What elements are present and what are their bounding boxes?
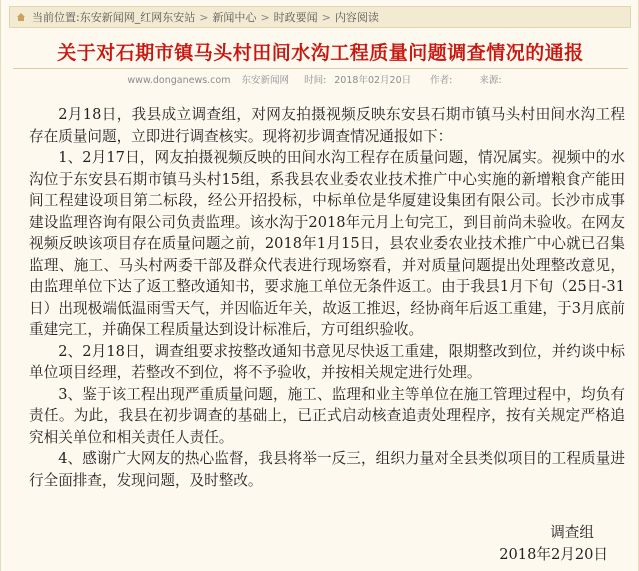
meta-site: www.donganews.com [127, 75, 231, 86]
paragraph-point-4: 4、感谢广大网友的热心监督，我县将举一反三，组织力量对全县类似项目的工程质量进行全面排查，发现问题，及时整改。 [29, 450, 625, 489]
breadcrumb-separator: > [260, 10, 270, 24]
meta-origin-label: 来源: [479, 75, 502, 86]
paragraph-point-2: 2、2月18日，调查组要求按整改通知书意见尽快返工重建，限期整改到位，并约谈中标单位项目经理，若整改不到位，将不予验收，并按相关规定进行处理。 [29, 342, 625, 381]
title-divider [13, 68, 628, 69]
breadcrumb-item-news-center[interactable]: 新闻中心 [212, 11, 257, 24]
article-body [29, 104, 625, 491]
meta-time: 2018年02月20日 [334, 75, 412, 86]
signature-block [499, 522, 608, 565]
breadcrumb-separator: > [199, 10, 209, 24]
paragraph-intro: 2月18日，我县成立调查组，对网友拍摄视频反映东安县石期市镇马头村田间水沟工程存在质量问题，立即进行调查核实。现将初步调查情况通报如下： [29, 106, 625, 145]
signature-org: 调查组 [550, 524, 594, 541]
home-icon [16, 12, 26, 22]
article-meta [1, 72, 639, 86]
breadcrumb-item-site[interactable]: 东安新闻网_红网东安站 [79, 11, 196, 24]
breadcrumb-label: 当前位置: [32, 11, 80, 24]
meta-source-site: 东安新闻网 [241, 75, 290, 86]
breadcrumb-item-current: 内容阅读 [334, 11, 379, 24]
breadcrumb-item-politics[interactable]: 时政要闻 [273, 11, 318, 24]
meta-author-label: 作者: [430, 75, 453, 86]
signature-date: 2018年2月20日 [499, 545, 608, 563]
paragraph-point-3: 3、鉴于该工程出现严重质量问题，施工、监理和业主等单位在施工管理过程中，均负有责任。为此，我县在初步调查的基础上，已正式启动核查追责处理程序，按有关规定严格追究相关单位和相关责任人责任。 [29, 385, 625, 446]
meta-time-label: 时间: [304, 75, 327, 86]
paragraph-point-1: 1、2月17日，网友拍摄视频反映的田间水沟工程存在质量问题，情况属实。视频中的水沟位于东安县石期市镇马头村15组，系我县农业委农业技术推广中心实施的新增粮食产能田间工程建设项目第二标段，经公开招投标，中标单位是华厦建设集团有限公司。长沙市成事建设监理咨询有限公司负责监理。该水沟于2018年元月上旬完工，到目前尚未验收。在网友视频反映该项目存在质量问题之前，2018年1月15日，县农业委农业技术推广中心就已召集监理、施工、马头村两委干部及群众代表进行现场察看，并对质量问题提出处理整改意见，由监理单位下达了返工整改通知书，要求施工单位无条件返工。由于我县1月下旬（25日-31日）出现极端低温雨雪天气，并因临近年关，故返工推迟，经协商年后返工重建，于3月底前重建完工，并确保工程质量达到设计标准后，方可组织验收。 [29, 149, 625, 338]
breadcrumb-separator: > [321, 10, 331, 24]
article-title: 关于对石期市镇马头村田间水沟工程质量问题调查情况的通报 [57, 42, 584, 64]
breadcrumb [9, 6, 631, 28]
